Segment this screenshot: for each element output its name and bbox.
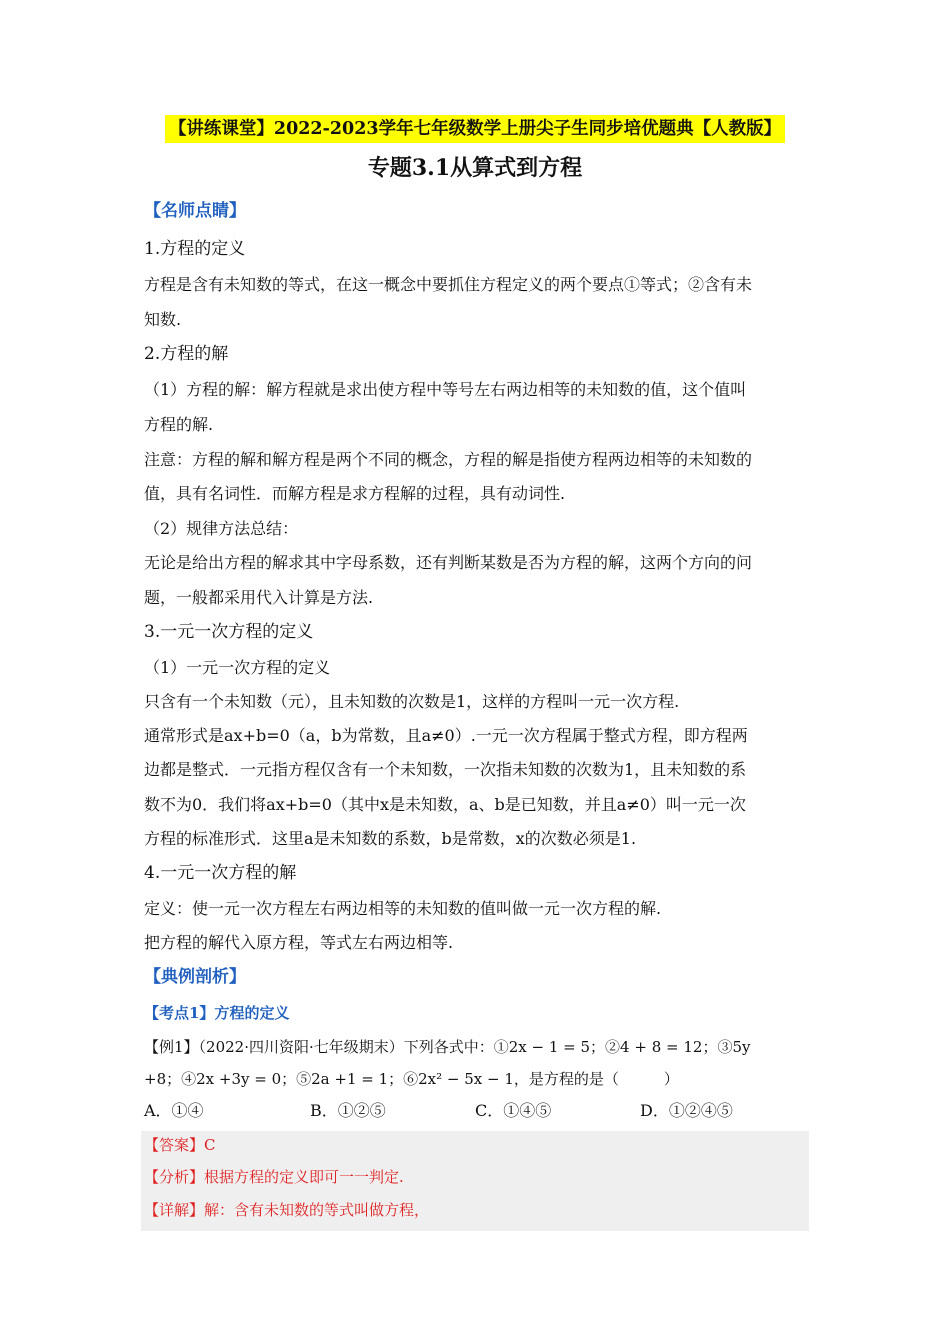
answer-tag: 【答案】 [144,1136,205,1154]
answer-value: C [204,1136,216,1154]
key-point-label: 【考点1】方程的定义 [144,1004,290,1022]
page-title: 专题3.1从算式到方程 [367,155,583,181]
detail-text: 解：含有未知数的等式叫做方程， [204,1201,430,1219]
paragraph: 把方程的解代入原方程，等式左右两边相等. [144,933,454,952]
question-line-2: +8；④2x +3y = 0；⑤2a +1 = 1；⑥2x² − 5x − 1，是方程的是（ ） [144,1070,679,1088]
section-label-examples: 【典例剖析】 [144,967,246,987]
paragraph: 值，具有名词性．而解方程是求方程解的过程，具有动词性. [144,484,566,503]
heading-1: 1.方程的定义 [144,239,246,259]
paragraph: （2）规律方法总结： [144,519,299,538]
option-c: C．①④⑤ [475,1101,552,1120]
paragraph: （1）一元一次方程的定义 [144,658,331,677]
paragraph: 题，一般都采用代入计算是方法. [144,588,374,607]
paragraph: 方程的标准形式．这里a是未知数的系数，b是常数，x的次数必须是1. [144,829,637,848]
analysis-line [144,1166,814,1188]
paragraph: 边都是整式．一元指方程仅含有一个未知数，一次指未知数的次数为1，且未知数的系 [144,760,747,779]
paragraph: 方程是含有未知数的等式，在这一概念中要抓住方程定义的两个要点①等式；②含有未 [144,275,753,294]
option-a: A．①④ [144,1101,204,1120]
paragraph: 只含有一个未知数（元），且未知数的次数是1，这样的方程叫一元一次方程. [144,692,680,711]
option-d: D．①②④⑤ [640,1101,733,1120]
paragraph: 无论是给出方程的解求其中字母系数，还有判断某数是否为方程的解，这两个方向的问 [144,553,753,572]
analysis-text: 根据方程的定义即可一一判定. [204,1168,404,1186]
series-banner: 【讲练课堂】2022-2023学年七年级数学上册尖子生同步培优题典【人教版】 [165,115,785,143]
detail-tag: 【详解】 [144,1201,205,1219]
paragraph: 定义：使一元一次方程左右两边相等的未知数的值叫做一元一次方程的解. [144,899,662,918]
detail-line [144,1199,814,1221]
paragraph: 知数. [144,310,182,329]
option-b: B．①②⑤ [310,1101,386,1120]
paragraph: 方程的解. [144,415,214,434]
paragraph: 注意：方程的解和解方程是两个不同的概念，方程的解是指使方程两边相等的未知数的 [144,450,753,469]
paragraph: 数不为0．我们将ax+b=0（其中x是未知数，a、b是已知数，并且a≠0）叫一元一次 [144,795,746,814]
heading-4: 4.一元一次方程的解 [144,863,297,883]
heading-3: 3.一元一次方程的定义 [144,622,314,642]
paragraph: （1）方程的解：解方程就是求出使方程中等号左右两边相等的未知数的值，这个值叫 [144,380,747,399]
answer-line [144,1134,814,1156]
question-line-1: 【例1】（2022·四川资阳·七年级期末）下列各式中：①2x − 1 = 5；②4 + 8 = 12；③5y [144,1038,751,1056]
heading-2: 2.方程的解 [144,344,229,364]
paragraph: 通常形式是ax+b=0（a，b为常数，且a≠0）.一元一次方程属于整式方程，即方程两 [144,726,748,745]
section-label-teacher-tips: 【名师点睛】 [144,201,246,221]
analysis-tag: 【分析】 [144,1168,205,1186]
